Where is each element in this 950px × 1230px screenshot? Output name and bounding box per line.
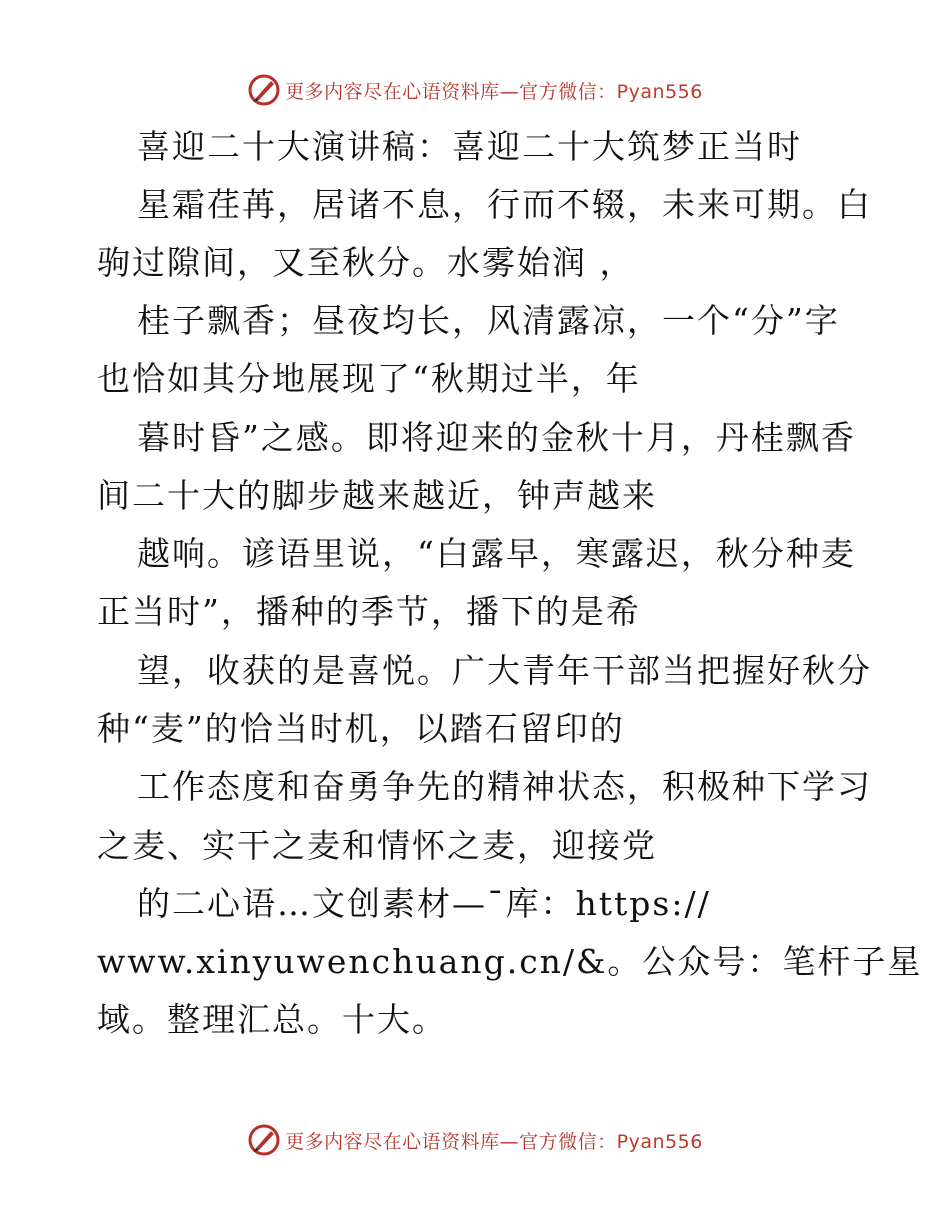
paragraph-line: 望，收获的是喜悦。广大青年干部当把握好秋分 [137,651,872,690]
header-banner-text: 更多内容尽在心语资料库—官方微信：Pyan556 [285,80,703,103]
paragraph-line: 星霜荏苒，居诸不息，行而不辍，未来可期。白 [137,185,872,224]
quill-logo-icon [247,1123,281,1157]
paragraph-line: 域。整理汇总。十大。 [97,1000,447,1039]
paragraph-line: 也恰如其分地展现了“秋期过半，年 [97,359,641,398]
paragraph-line: 间二十大的脚步越来越近，钟声越来 [97,476,657,515]
footer-wechat-id: Pyan556 [616,1130,703,1153]
footer-banner-text: 更多内容尽在心语资料库—官方微信：Pyan556 [285,1130,703,1153]
paragraph-line: www.xinyuwenchuang.cn/&。公众号：笔杆子星 [97,942,923,981]
paragraph-line: 驹过隙间，又至秋分。水雾始润 ， [97,243,635,282]
paragraph-line: 桂子飘香；昼夜均长，风清露凉，一个“分”字 [137,301,840,340]
header-wechat-id: Pyan556 [616,80,703,103]
paragraph-line: 工作态度和奋勇争先的精神状态，积极种下学习 [137,767,872,806]
paragraph-line: 种“麦”的恰当时机，以踏石留印的 [97,709,625,748]
paragraph-line: 越响。谚语里说，“白露早，寒露迟，秋分种麦 [137,534,856,573]
document-title: 喜迎二十大演讲稿：喜迎二十大筑梦正当时 [137,127,802,166]
paragraph-line: 暮时昏”之感。即将迎来的金秋十月，丹桂飘香 [137,418,856,457]
paragraph-line: 正当时”，播种的季节，播下的是希 [97,592,641,631]
paragraph-line: 之麦、实干之麦和情怀之麦，迎接党 [97,826,657,865]
footer-banner [0,1120,950,1160]
quill-logo-icon [247,73,281,107]
paragraph-line: 的二心语…文创素材—¯库：https:// [137,884,711,923]
header-banner [0,70,950,110]
